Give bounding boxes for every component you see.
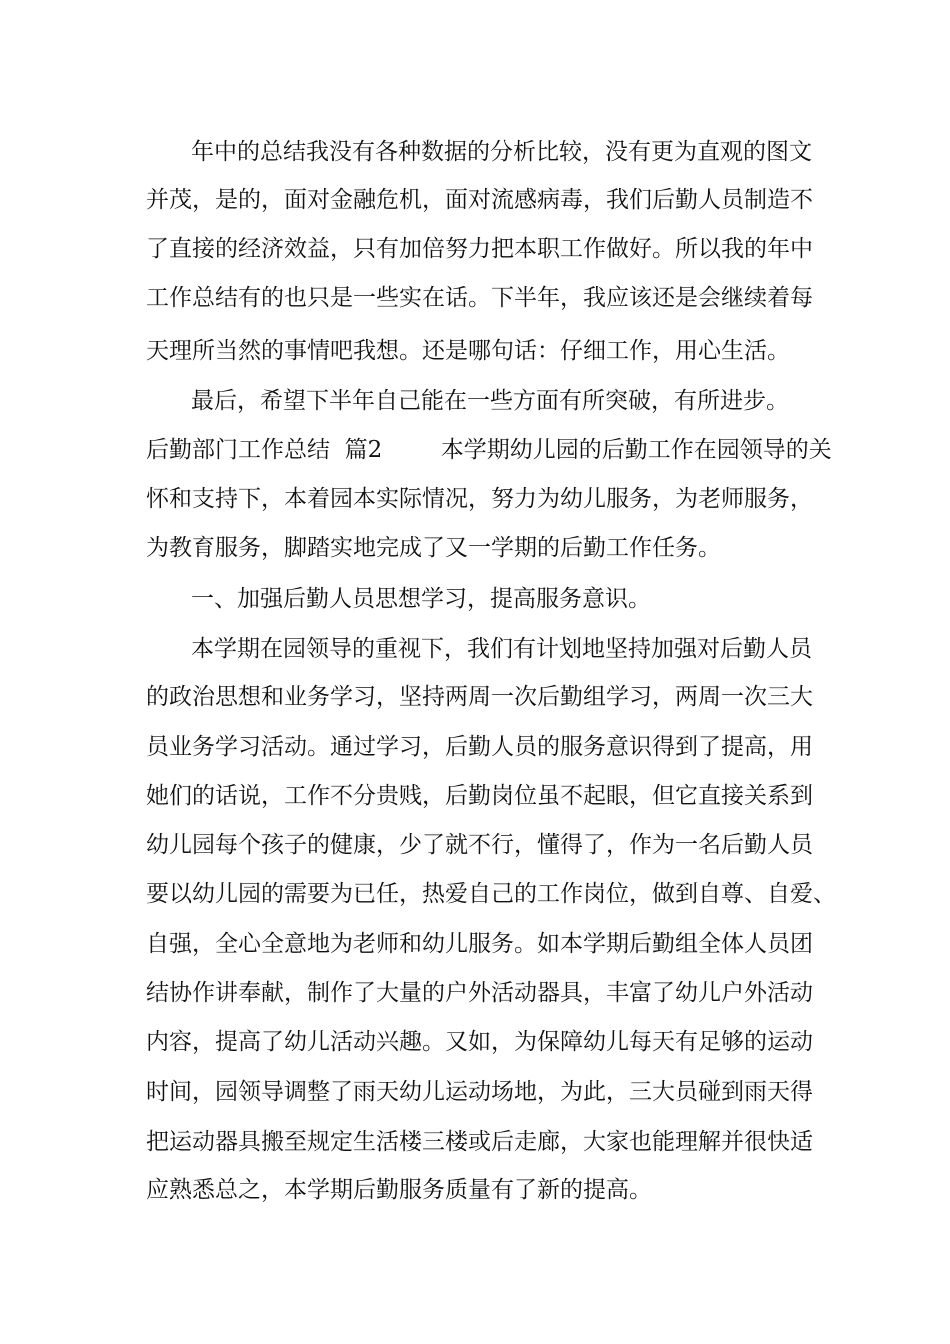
- text-line: 应熟悉总之，本学期后勤服务质量有了新的提高。: [146, 1177, 652, 1203]
- text-line: 最后，希望下半年自己能在一些方面有所突破，有所进步。: [191, 388, 789, 414]
- text-line: 的政治思想和业务学习，坚持两周一次后勤组学习，两周一次三大: [146, 684, 813, 710]
- text-line: 她们的话说，工作不分贵贱，后勤岗位虽不起眼，但它直接关系到: [146, 783, 813, 809]
- text-line: 为教育服务，脚踏实地完成了又一学期的后勤工作任务。: [146, 535, 721, 561]
- text-line: 内容，提高了幼儿活动兴趣。又如，为保障幼儿每天有足够的运动: [146, 1029, 813, 1055]
- text-line: 了直接的经济效益，只有加倍努力把本职工作做好。所以我的年中: [146, 236, 813, 262]
- text-line: 员业务学习活动。通过学习，后勤人员的服务意识得到了提高，用: [146, 734, 813, 760]
- text-line: 时间，园领导调整了雨天幼儿运动场地，为此，三大员碰到雨天得: [146, 1079, 813, 1105]
- subheading: 一、加强后勤人员思想学习，提高服务意识。: [191, 586, 651, 612]
- text-line: 要以幼儿园的需要为已任，热爱自己的工作岗位，做到自尊、自爱、: [146, 881, 836, 907]
- section-heading: 后勤部门工作总结 篇2 本学期幼儿园的后勤工作在园领导的关: [146, 437, 832, 463]
- text-line: 天理所当然的事情吧我想。还是哪句话：仔细工作，用心生活。: [146, 338, 790, 364]
- text-line: 本学期在园领导的重视下，我们有计划地坚持加强对后勤人员: [191, 636, 812, 662]
- text-line: 年中的总结我没有各种数据的分析比较，没有更为直观的图文: [191, 139, 812, 165]
- text-line: 怀和支持下，本着园本实际情况，努力为幼儿服务，为老师服务，: [146, 486, 813, 512]
- text-line: 幼儿园每个孩子的健康，少了就不行，懂得了，作为一名后勤人员: [146, 832, 813, 858]
- text-line: 自强，全心全意地为老师和幼儿服务。如本学期后勤组全体人员团: [146, 931, 813, 957]
- text-line: 结协作讲奉献，制作了大量的户外活动器具，丰富了幼儿户外活动: [146, 980, 813, 1006]
- text-line: 把运动器具搬至规定生活楼三楼或后走廊，大家也能理解并很快适: [146, 1129, 813, 1155]
- text-line: 并茂，是的，面对金融危机，面对流感病毒，我们后勤人员制造不: [146, 187, 813, 213]
- text-line: 工作总结有的也只是一些实在话。下半年，我应该还是会继续着每: [146, 285, 813, 311]
